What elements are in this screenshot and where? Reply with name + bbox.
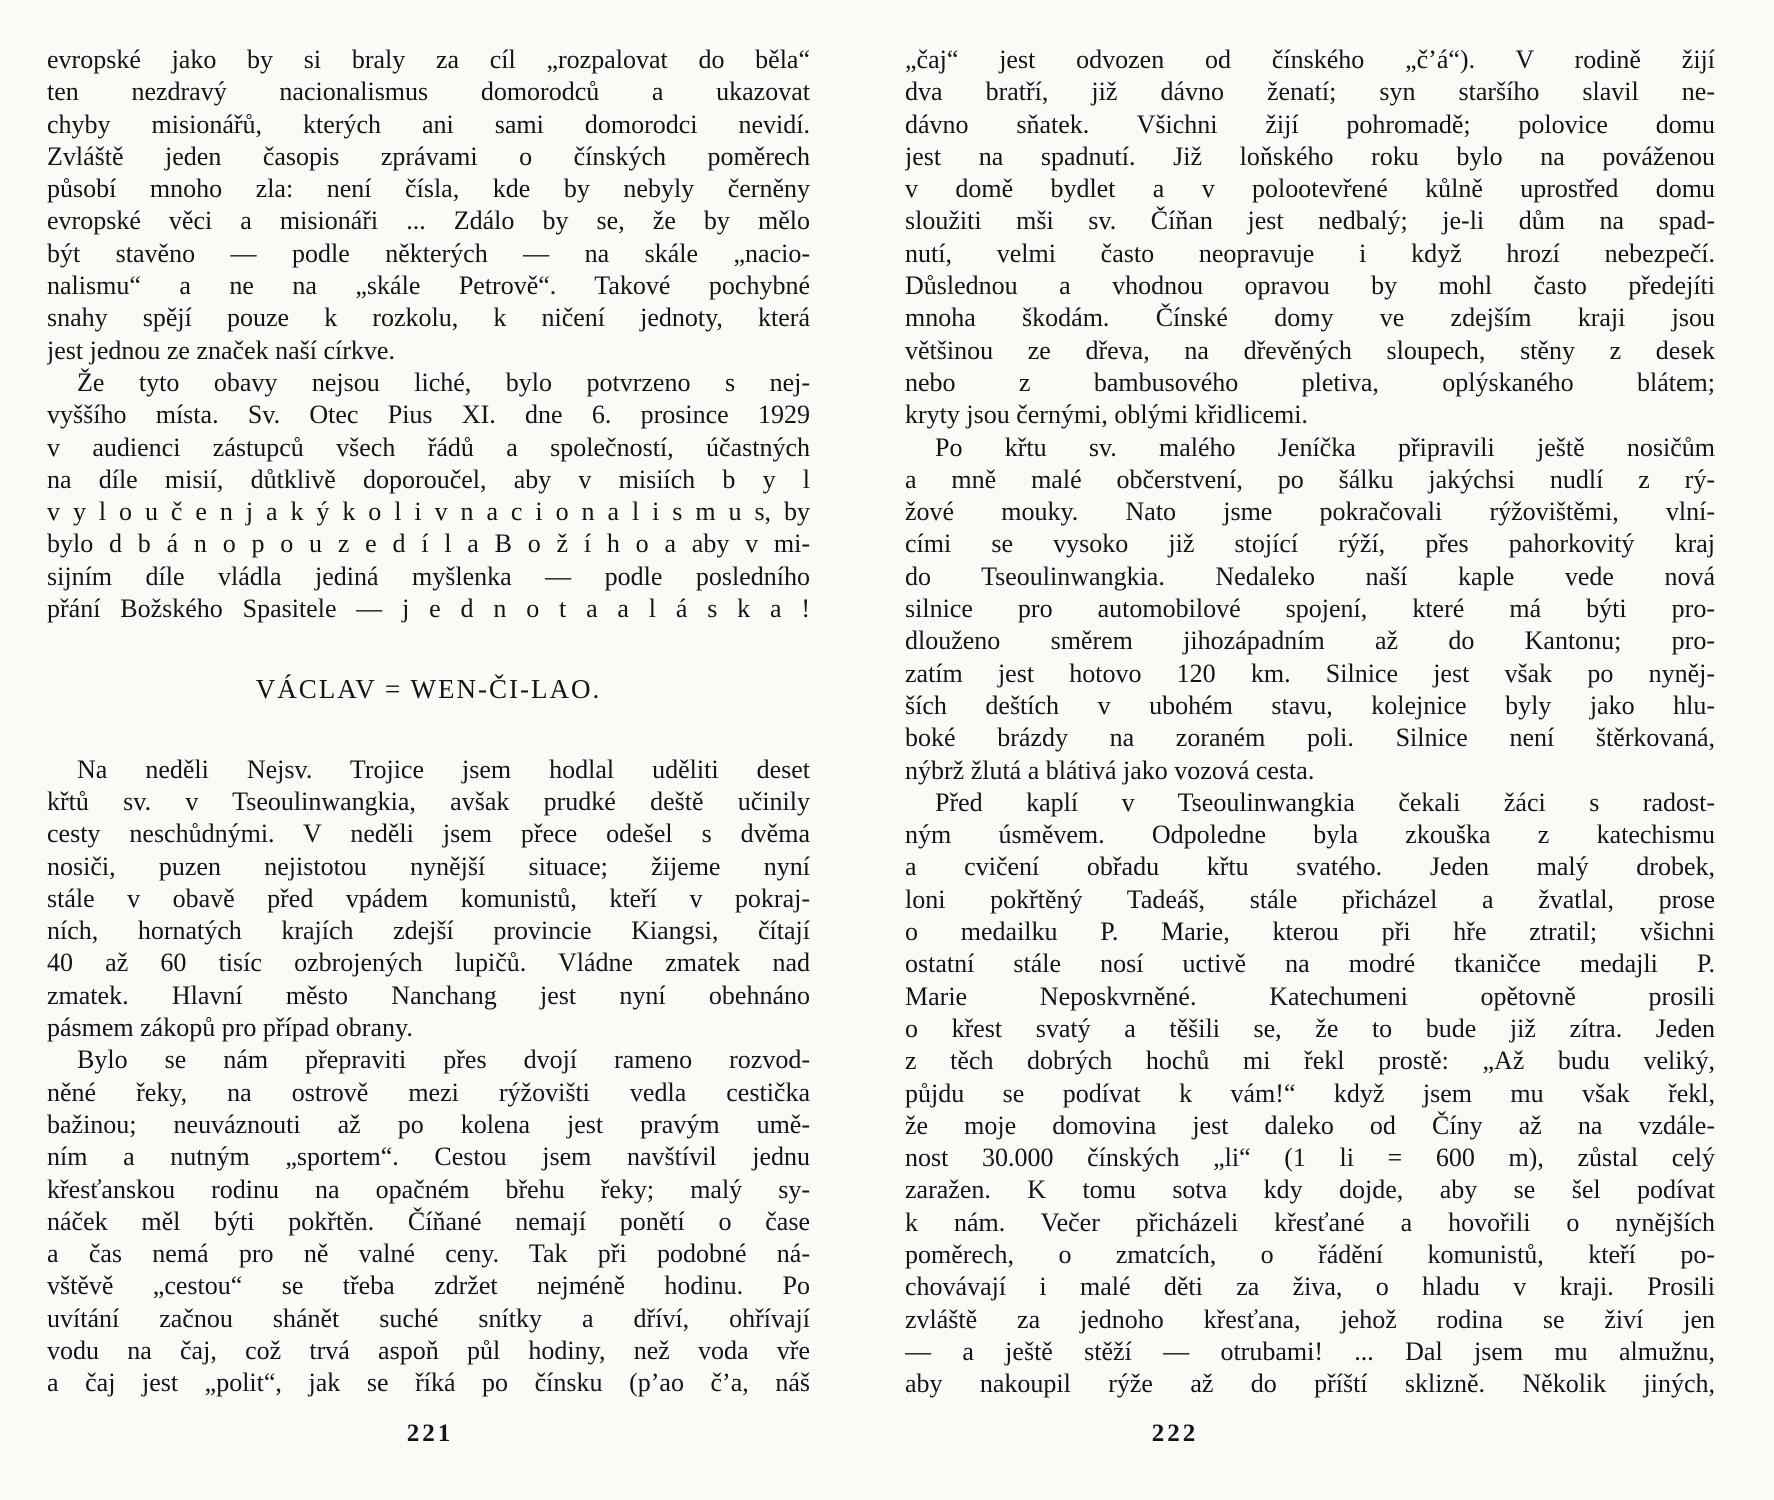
text-line: do Tseoulinwangkia. Nedaleko naší kaple vede nová — [905, 561, 1715, 591]
text-line: nosiči, puzen nejistotou nynější situace; žijeme nyní — [47, 851, 810, 881]
text-line: nost 30.000 čínských „li“ (1 li = 600 m), zůstal celý — [905, 1143, 1715, 1173]
page-number-right: 222 — [1151, 1420, 1199, 1447]
text-line: působí mnoho zla: není čísla, kde by nebyly černěny — [47, 174, 810, 204]
page-left-text-column — [47, 44, 810, 1400]
text-line: Důslednou a vhodnou opravou by mohl často předejíti — [905, 271, 1715, 301]
text-line: — a ještě stěží — otrubami! ... Dal jsem mu almužnu, — [905, 1336, 1715, 1366]
paragraph — [905, 44, 1715, 432]
text-line: a mně malé občerstvení, po šálku jakýchsi nudlí z rý- — [905, 464, 1715, 494]
text-line: snahy spějí pouze k rozkolu, k ničení jednoty, která — [47, 303, 810, 333]
text-line: a čas nemá pro ně valné ceny. Tak při podobné ná- — [47, 1239, 810, 1269]
text-line: vyššího místa. Sv. Otec Pius XI. dne 6. prosince 1929 — [47, 400, 810, 430]
text-line: stále v obavě před vpádem komunistů, kteří v pokraj- — [47, 883, 810, 913]
paragraph — [47, 1044, 810, 1399]
text-line: dva bratří, již dávno ženatí; syn staršího slavil ne- — [905, 77, 1715, 107]
text-line: ších deštích v ubohém stavu, kolejnice byly jako hlu- — [905, 690, 1715, 720]
text-line: sijním díle vládla jediná myšlenka — podle posledního — [47, 561, 810, 591]
text-line: aby nakoupil rýže až do příští sklizně. Několik jiných, — [905, 1369, 1715, 1399]
text-line: v audienci zástupců všech řádů a společností, účastných — [47, 432, 810, 462]
text-line: „čaj“ jest odvozen od čínského „č’á“). V rodině žijí — [905, 45, 1715, 74]
text-line: Před kaplí v Tseoulinwangkia čekali žáci s radost- — [935, 787, 1715, 817]
paragraph — [47, 367, 810, 625]
text-line: o medailku P. Marie, kterou při hře ztratil; všichni — [905, 917, 1715, 947]
text-line: zvláště za jednoho křesťana, jehož rodina se živí jen — [905, 1304, 1715, 1334]
text-line: evropské věci a misionáři ... Zdálo by se, že by mělo — [47, 206, 810, 236]
text-line: kryty jsou černými, oblými křidlicemi. — [905, 400, 1308, 430]
text-line: Po křtu sv. malého Jeníčka připravili ještě nosičům — [935, 432, 1715, 462]
text-line: zaražen. K tomu sotva kdy dojde, aby se šel podívat — [905, 1175, 1715, 1205]
page-number-left: 221 — [406, 1420, 454, 1447]
text-line: dlouženo směrem jihozápadním až do Kantonu; pro- — [905, 626, 1715, 656]
text-line: přání Božského Spasitele — j e d n o t a a l á s k a ! — [47, 594, 810, 624]
text-line: většinou ze dřeva, na dřevěných sloupech, stěny z desek — [905, 335, 1715, 365]
text-line: nýbrž žlutá a blátivá jako vozová cesta. — [905, 755, 1315, 785]
text-line: křesťanskou rodinu na opačném břehu řeky; malý sy- — [47, 1174, 810, 1204]
text-line: zatím jest hotovo 120 km. Silnice jest však po nyněj- — [905, 658, 1715, 688]
text-line: a čaj jest „polit“, jak se říká po čínsku (p’ao č’a, náš — [47, 1368, 810, 1398]
text-line: v domě bydlet a v polootevřené kůlně uprostřed domu — [905, 174, 1715, 204]
text-line: a cvičení obřadu křtu svatého. Jeden malý drobek, — [905, 852, 1715, 882]
page-right-text-column — [905, 44, 1715, 1400]
text-line: vštěvě „cestou“ se třeba zdržet nejméně hodinu. Po — [47, 1271, 810, 1301]
text-line: ten nezdravý nacionalismus domorodců a ukazovat — [47, 77, 810, 107]
paragraph — [47, 44, 810, 367]
text-line: 40 až 60 tisíc ozbrojených lupičů. Vládne zmatek nad — [47, 948, 810, 978]
text-line: boké brázdy na zoraném poli. Silnice není štěrkovaná, — [905, 723, 1715, 753]
text-line: být stavěno — podle některých — na skále „nacio- — [47, 238, 810, 268]
text-line: mnoha škodám. Čínské domy ve zdejším kraji jsou — [905, 303, 1715, 333]
text-line: Bylo se nám přepraviti přes dvojí rameno rozvod- — [77, 1045, 810, 1075]
text-line: dávno sňatek. Všichni žijí pohromadě; polovice domu — [905, 109, 1715, 139]
text-line: jest jednou ze značek naší církve. — [47, 335, 395, 365]
text-line: o křest svatý a těšili se, že to bude již zítra. Jeden — [905, 1013, 1715, 1043]
text-line: ních, hornatých krajích zdejší provincie Kiangsi, čítají — [47, 916, 810, 946]
text-line: zmatek. Hlavní město Nanchang jest nyní obehnáno — [47, 980, 810, 1010]
text-line: Marie Neposkvrněné. Katechumeni opětovně prosili — [905, 981, 1715, 1011]
paragraph — [905, 787, 1715, 1401]
text-line: žové mouky. Nato jsme pokračovali rýžovištěmi, vlní- — [905, 497, 1715, 527]
text-line: v y l o u č e n j a k ý k o l i v n a c i o n a l i s m u s, by — [47, 497, 810, 527]
text-line: jest na spadnutí. Již loňského roku bylo na pováženou — [905, 141, 1715, 171]
text-line: silnice pro automobilové spojení, které má býti pro- — [905, 594, 1715, 624]
text-line: loni pokřtěný Tadeáš, stále přicházel a žvatlal, prose — [905, 884, 1715, 914]
text-line: z těch dobrých hochů mi řekl prostě: „Až budu veliký, — [905, 1046, 1715, 1076]
text-line: cesty neschůdnými. V neděli jsem přece odešel s dvěma — [47, 819, 810, 849]
text-line: cími se vysoko již stojící rýží, přes pahorkovitý kraj — [905, 529, 1715, 559]
text-line: sloužiti mši sv. Číňan jest nedbalý; je-li dům na spad- — [905, 206, 1715, 236]
text-line: Na neděli Nejsv. Trojice jsem hodlal uděliti deset — [77, 754, 810, 784]
text-line: uvítání začnou shánět suché snítky a dříví, ohřívají — [47, 1303, 810, 1333]
text-line: ním a nutným „sportem“. Cestou jsem navštívil jednu — [47, 1142, 810, 1172]
text-line: evropské jako by si braly za cíl „rozpalovat do běla“ — [47, 45, 810, 74]
text-line: ostatní stále nosí uctivě na modré tkaničce medajli P. — [905, 949, 1715, 979]
text-line: chovávají i malé děti za živa, o hladu v kraji. Prosili — [905, 1272, 1715, 1302]
text-line: ným úsměvem. Odpoledne byla zkouška z katechismu — [905, 820, 1715, 850]
text-line: vodu na čaj, což trvá aspoň půl hodiny, než voda vře — [47, 1335, 810, 1365]
paragraph — [905, 432, 1715, 787]
text-line: Že tyto obavy nejsou liché, bylo potvrzeno s nej- — [77, 367, 810, 397]
text-line: poměrech, o zmatcích, o řádění komunistů, kteří po- — [905, 1239, 1715, 1269]
text-line: Zvláště jeden časopis zprávami o čínských poměrech — [47, 141, 810, 171]
text-line: k nám. Večer přicházeli křesťané a hovořili o nynějších — [905, 1207, 1715, 1237]
text-line: chyby misionářů, kterých ani sami domorodci nevidí. — [47, 109, 810, 139]
text-line: bažinou; neuváznouti až po kolena jest pravým umě- — [47, 1109, 810, 1139]
text-line: půjdu se podívat k vám!“ když jsem mu však řekl, — [905, 1078, 1715, 1108]
text-line: nutí, velmi často neopravuje i když hrozí nebezpečí. — [905, 238, 1715, 268]
paragraph — [47, 754, 810, 1045]
text-line: křtů sv. v Tseoulinwangkia, avšak prudké deště učinily — [47, 786, 810, 816]
text-line: nebo z bambusového pletiva, oplýskaného blátem; — [905, 367, 1715, 397]
text-line: pásmem zákopů pro případ obrany. — [47, 1013, 413, 1043]
text-line: nalismu“ a ne na „skále Petrově“. Takové pochybné — [47, 271, 810, 301]
text-line: náček měl býti pokřtěn. Číňané nemají ponětí o čase — [47, 1206, 810, 1236]
text-line: že moje domovina jest daleko od Číny až na vzdále- — [905, 1110, 1715, 1140]
text-line: něné řeky, na ostrově mezi rýžovišti vedla cestička — [47, 1077, 810, 1107]
section-heading: VÁCLAV = WEN-ČI-LAO. — [255, 674, 602, 705]
text-line: bylo d b á n o p o u z e d í l a B o ž í h o a aby v mi- — [47, 529, 810, 559]
text-line: na díle misií, důtklivě doporoučel, aby v misiích b y l — [47, 464, 810, 494]
